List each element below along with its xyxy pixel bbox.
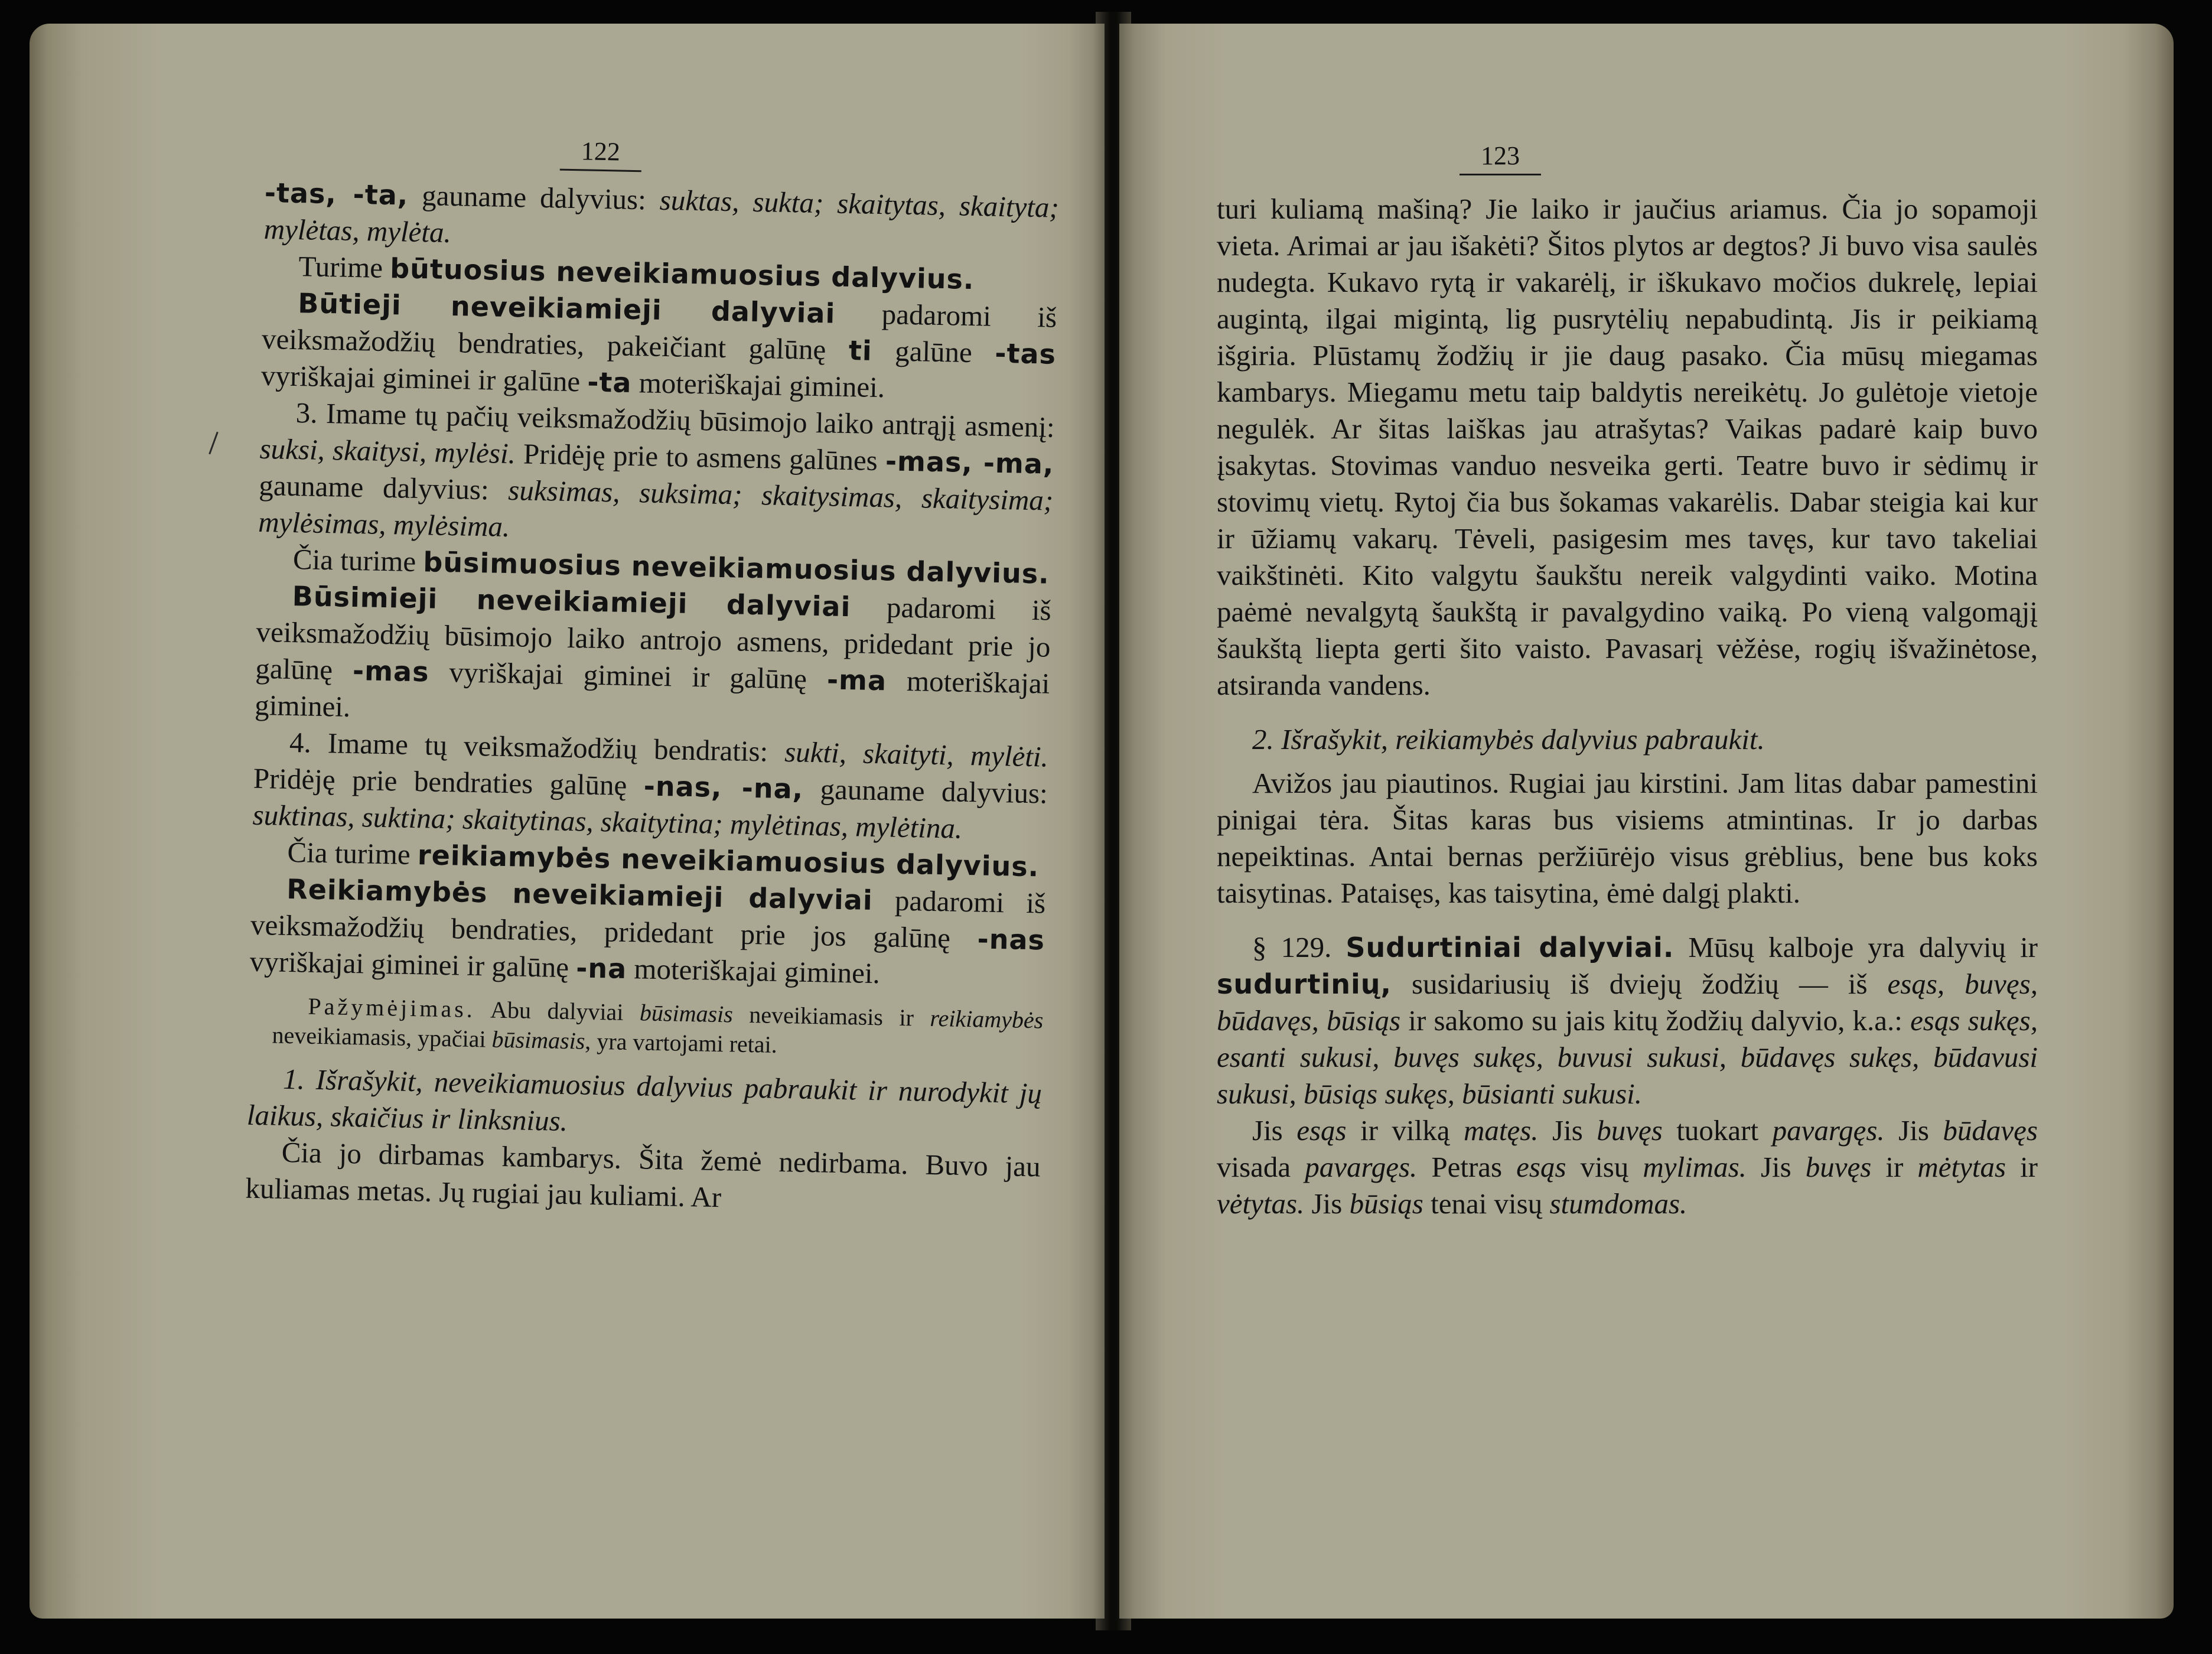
text-run: vyriškajai giminei ir galūne [260, 359, 588, 398]
text-run: būsimasis [639, 999, 734, 1028]
text-run: būtuosius neveikiamuosius dalyvius. [389, 252, 975, 296]
text-run: galūne [872, 334, 995, 369]
pencil-mark [209, 432, 218, 455]
text-run: -tas [994, 337, 1057, 370]
text-run: buvęs [1805, 1151, 1872, 1183]
paragraph [260, 284, 1057, 409]
text-run: -na [575, 952, 627, 985]
text-run: Abu dalyviai [475, 996, 640, 1026]
text-run: Būtieji neveikiamieji dalyviai [297, 287, 836, 330]
text-run: Būsimieji neveikiamieji dalyviai [292, 580, 851, 623]
text-run: Jis [1746, 1151, 1806, 1183]
text-run: moteriškajai giminei. [626, 952, 881, 990]
paragraph [258, 394, 1055, 556]
text-run: 2. Išrašykit, reikiamybės dalyvius pabraukit. [1252, 723, 1765, 756]
text-run: Reikiamybės neveikiamieji dalyviai [286, 872, 874, 916]
text-run: mėtytas [1917, 1151, 2006, 1183]
text-run: vyriškajai giminei ir galūnę [249, 945, 576, 984]
text-run: suksi, skaitysi, mylėsi. [259, 432, 516, 470]
text-run: mylimas. [1643, 1151, 1747, 1183]
text-run: -ta [587, 366, 633, 399]
text-run: Jis [1884, 1114, 1943, 1147]
text-run: 4. Imame tų veiksmažodžių bendratis: [289, 725, 785, 769]
text-run: gauname dalyvius: [803, 772, 1048, 810]
text-run: suktas, sukta; skaitytas, skaityta; mylėtas, mylėta. [263, 183, 1060, 249]
text-run: vėtytas. [1217, 1187, 1305, 1220]
text-run: Avižos jau piautinos. Rugiai jau kirstini. Jam litas dabar pamestini pinigai tėra. Šitas karas bus visiems atmintinas. Ir jo darbas nepeiktinas. Antai bernas peržiūrėjo visus grėblius, bene bus koks taisytinas. Pataisęs, kas taisytina, ėmė dalgį plakti. [1217, 767, 2038, 909]
exercise-heading [1217, 721, 2038, 758]
text-run: Sudurtiniai dalyviai. [1346, 932, 1675, 963]
text-run: reikiamybės [930, 1004, 1044, 1034]
section-paragraph [1217, 929, 2038, 1112]
text-run: būdavęs [1943, 1114, 2038, 1147]
text-run: Mūsų kalboje yra dalyvių ir [1674, 931, 2038, 963]
text-run: moteriškajai giminei. [631, 366, 885, 404]
text-run: esąs [1516, 1151, 1566, 1183]
text-run: Pridėję prie bendraties galūnę [253, 761, 644, 802]
text-run: matęs. [1463, 1114, 1539, 1147]
text-run: Čia turime [287, 835, 418, 871]
text-run: Pridėję prie to asmens galūnes [515, 437, 886, 477]
text-run: , yra vartojami retai. [584, 1027, 778, 1058]
text-run: neveikiamasis, ypačiai [272, 1021, 493, 1053]
text-run: neveikiamasis ir [732, 1001, 930, 1031]
paragraph [255, 577, 1052, 739]
exercise-text [245, 1134, 1041, 1222]
text-run: Jis [1304, 1187, 1350, 1220]
text-run: susidariusių iš dviejų žodžių — iš [1391, 968, 1888, 1000]
text-run: Jis [1538, 1114, 1597, 1147]
text-run: vyriškajai giminei ir galūnę [429, 655, 828, 696]
text-run: Pažymėjimas. [308, 992, 476, 1023]
text-run: ir [1871, 1151, 1918, 1183]
text-run: ir vilką [1346, 1114, 1464, 1147]
text-run: 1. Išrašykit, neveikiamuosius dalyvius pabraukit ir nurodykit jų laikus, skaičius ir linksnius. [246, 1062, 1043, 1138]
text-run: buvęs [1597, 1114, 1663, 1147]
text-run: suktinas, suktina; skaitytinas, skaitytina; mylėtinas, mylėtina. [252, 798, 963, 845]
text-run: ir [2006, 1151, 2038, 1183]
text-run: -mas [352, 654, 430, 688]
text-run: ti [848, 334, 873, 367]
right-page [1119, 24, 2174, 1619]
text-run: pavargęs. [1772, 1114, 1885, 1147]
text-run: gauname dalyvius: [258, 468, 509, 506]
text-run: padaromi iš veiksmažodžių bendraties, pakeičiant galūnę [261, 297, 1057, 367]
text-run: -nas, -na, [643, 770, 804, 805]
text-run: Petras [1417, 1151, 1517, 1183]
paragraph [1217, 1112, 2038, 1222]
text-run: Čia jo dirbamas kambarys. Šita žemė nedirbama. Buvo jau kuliamas metas. Jų rugiai jau kuliami. Ar [245, 1135, 1041, 1214]
text-run: pavargęs. [1305, 1151, 1418, 1183]
text-run: Jis [1252, 1114, 1297, 1147]
text-run: suksimas, suksima; skaitysimas, skaitysima; mylėsimas, mylėsima. [258, 473, 1054, 543]
text-run: gauname dalyvius: [408, 178, 660, 216]
text-run: visada [1217, 1151, 1305, 1183]
text-run: -mas, -ma, [885, 445, 1054, 480]
text-run: -nas [977, 923, 1045, 956]
text-run: Turime [298, 250, 390, 285]
text-run: sudurtinių, [1217, 968, 1392, 1000]
text-run: moteriškajai giminei. [254, 664, 1050, 723]
text-run: -tas, -ta, [264, 176, 409, 211]
left-page [30, 24, 1105, 1619]
text-run: 3. Imame tų pačių veiksmažodžių būsimojo laiko antrąjį asmenį: [295, 396, 1055, 444]
text-run: tenai visų [1423, 1187, 1550, 1220]
text-run: stumdomas. [1549, 1187, 1687, 1220]
text-run: būsiąs [1349, 1187, 1423, 1220]
note-paragraph [248, 991, 1044, 1065]
text-run: Čia turime [292, 543, 424, 578]
paragraph [252, 724, 1048, 849]
page-number-right: 123 [1119, 141, 2038, 175]
exercise-text [1217, 765, 2038, 911]
text-run: tuokart [1662, 1114, 1773, 1147]
exercise-text [1217, 191, 2038, 704]
text-run: būsimuosius neveikiamuosius dalyvius. [422, 546, 1050, 590]
text-run: būsimasis [491, 1025, 585, 1054]
text-run: visų [1566, 1151, 1643, 1183]
text-run: turi kuliamą mašiną? Jie laiko ir jaučius ariamus. Čia jo sopamoji vieta. Arimai ar jau išakėti? Šitos plytos ar degtos? Ji buvo visa saulės nudegta. Kukavo rytą ir vakarėlį, ir iškukavo močios dukrelę, lepiai augintą, ilgai migintą, lig pusrytėlių nepabudintą. Jis ir peikiamą išgiria. Plūstamų žodžių ir jie daug pasako. Čia mūsų miegamas kambarys. Miegamu metu taip baldytis nereikėtų. Jo gulėtoje vietoje negulėk. Ar šitas laiškas jau atrašytas? Vaikas padarė kaip buvo įsakytas. Stovimas vanduo nesveika gerti. Teatre buvo ir sėdimų ir stovimų vietų. Rytoj čia bus šokamas vakarėlis. Dabar steigia kai kur ir ūžiamų vakarų. Tėveli, pasigesim mes tavęs, kur tavo takeliai vaikštinėti. Kito valgytu šaukštu nereik valgydinti vaiko. Motina paėmė nevalgytą šaukštą ir pavalgydino vaiką. Po vieną valgomąjį šaukštą liepta gerti šito vaisto. Pavasarį vėžėse, rogių išvažinėtose, atsiranda vandens. [1217, 193, 2038, 701]
paragraph [249, 870, 1045, 995]
text-run: sukti, skaityti, mylėti. [784, 735, 1049, 773]
text-run: padaromi iš veiksmažodžių būsimojo laiko antrojo asmens, pridedant prie jo galūnę [255, 590, 1052, 686]
text-run: ir sakomo su jais kitų žodžių dalyvio, k.a.: [1400, 1004, 1911, 1037]
right-page-content [1217, 141, 2038, 1222]
text-run: -ma [826, 663, 887, 697]
text-run: padaromi iš veiksmažodžių bendraties, pridedant prie jos galūnę [250, 883, 1046, 955]
text-run: esąs, buvęs, būdavęs, būsiąs [1217, 968, 2038, 1037]
page-number-left: 122 [141, 128, 1060, 180]
text-run: esąs [1296, 1114, 1347, 1147]
text-run: esąs sukęs, esanti sukusi, buvęs sukęs, buvusi sukusi, būdavęs sukęs, būdavusi sukusi, būsiąs sukęs, būsianti sukusi. [1217, 1004, 2038, 1110]
text-run: reikiamybės neveikiamuosius dalyvius. [417, 839, 1040, 883]
text-run: § 129. [1252, 931, 1346, 963]
left-page-content [245, 130, 1060, 1222]
